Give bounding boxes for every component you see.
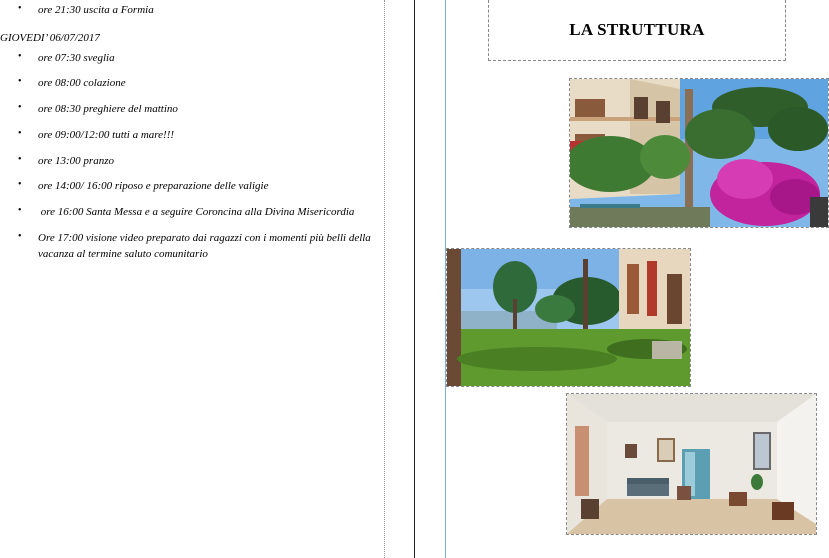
bullet-icon: • — [18, 179, 22, 190]
schedule-item — [18, 75, 126, 91]
page-separator — [414, 0, 415, 558]
schedule-item — [18, 230, 371, 262]
section-title-box — [488, 0, 786, 61]
section-title: LA STRUTTURA — [569, 20, 705, 39]
left-column-margin-line — [384, 0, 385, 558]
schedule-item — [18, 153, 114, 169]
bullet-icon: • — [18, 76, 22, 87]
bullet-icon: • — [18, 3, 22, 14]
schedule-item — [18, 2, 154, 18]
garden-lawn-seaside-photo — [446, 248, 691, 387]
schedule-item-text: ore 08:00 colazione — [38, 77, 126, 89]
bullet-icon: • — [18, 51, 22, 62]
interior-hall-photo — [566, 393, 817, 535]
schedule-item-line: vacanza al termine saluto comunitario — [38, 248, 208, 260]
schedule-item — [18, 127, 174, 143]
building-with-bougainvillea-photo — [569, 78, 829, 228]
schedule-item — [18, 50, 115, 66]
schedule-item — [18, 178, 268, 194]
schedule-item — [18, 101, 178, 117]
schedule-item-text: ore 16:00 Santa Messa e a seguire Coroncina alla Divina Misericordia — [38, 206, 355, 218]
schedule-item-text — [38, 230, 371, 262]
bullet-icon: • — [18, 154, 22, 165]
schedule-item-text: ore 08:30 preghiere del mattino — [38, 103, 178, 115]
schedule-item-text: ore 09:00/12:00 tutti a mare!!! — [38, 129, 175, 141]
day-heading: GIOVEDI’ 06/07/2017 — [0, 32, 100, 44]
schedule-item — [18, 204, 354, 220]
schedule-item-text: ore 13:00 pranzo — [38, 155, 114, 167]
schedule-item-line: Ore 17:00 visione video preparato dai ragazzi con i momenti più belli della — [38, 232, 371, 244]
bullet-icon: • — [18, 102, 22, 113]
schedule-item-text: ore 07:30 sveglia — [38, 52, 115, 64]
bullet-icon: • — [18, 231, 22, 242]
bullet-icon: • — [18, 205, 22, 216]
schedule-item-text: ore 14:00/ 16:00 riposo e preparazione delle valigie — [38, 180, 269, 192]
bullet-icon: • — [18, 128, 22, 139]
schedule-item-text: ore 21:30 uscita a Formia — [38, 4, 154, 16]
